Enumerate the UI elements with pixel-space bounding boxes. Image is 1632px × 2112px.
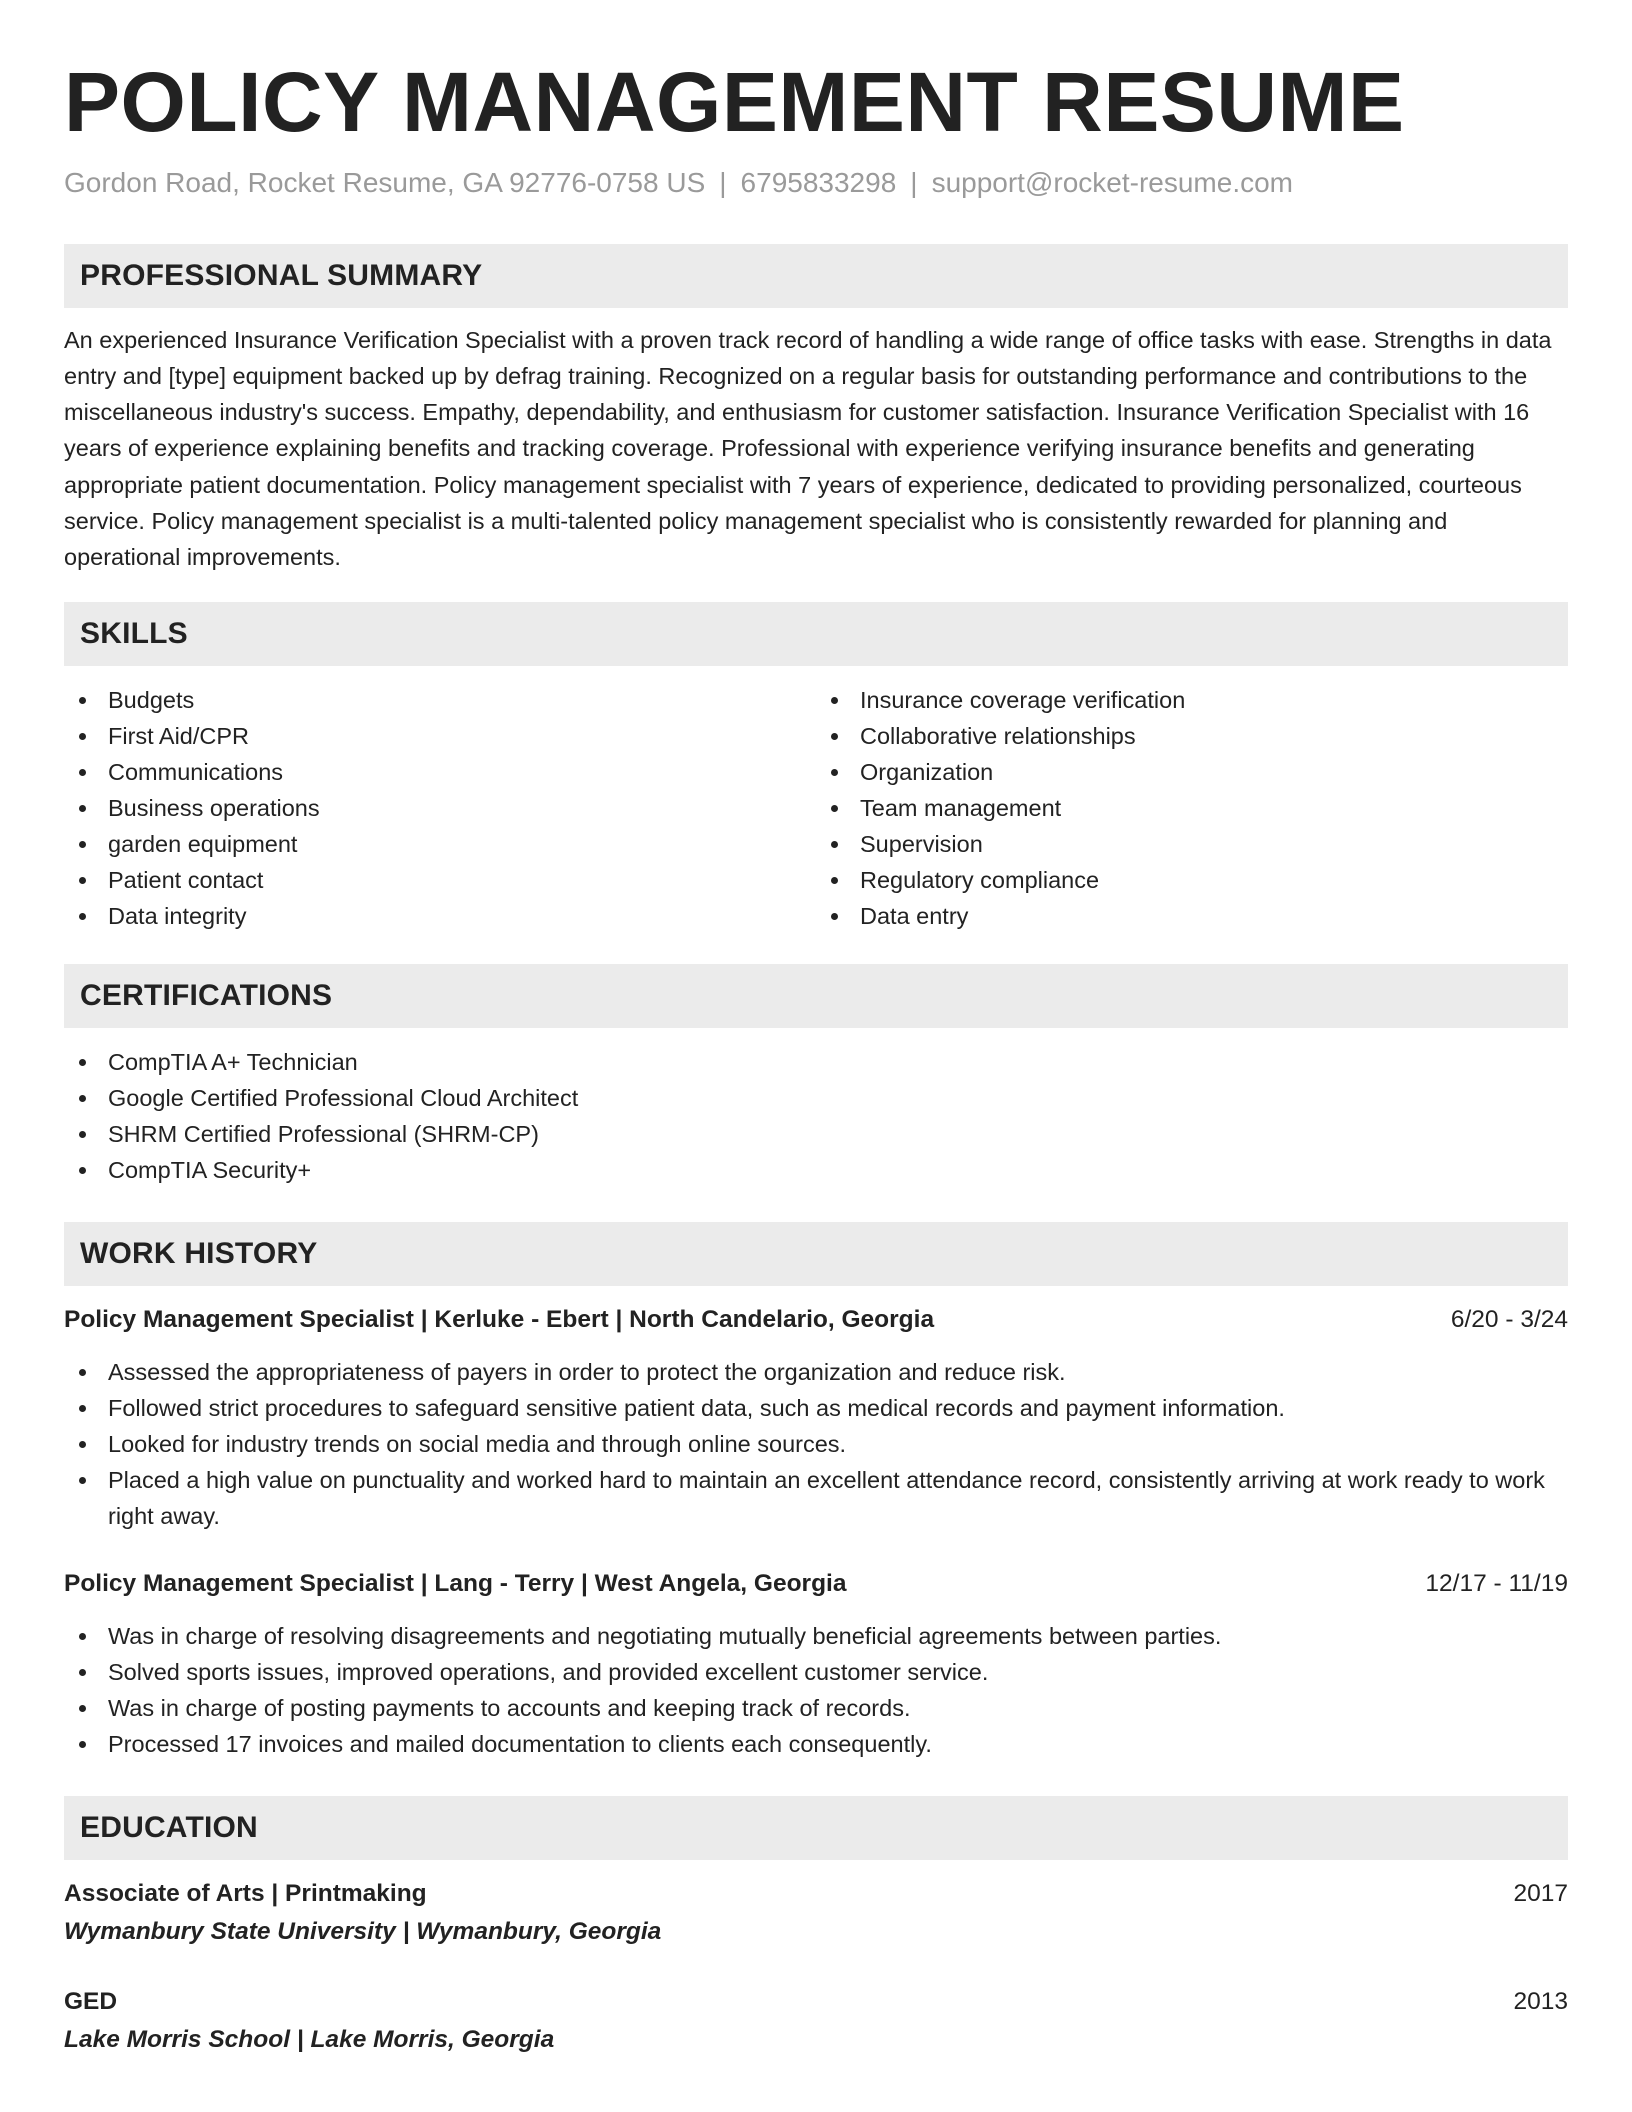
summary-text: An experienced Insurance Verification Specialist with a proven track record of handling a wide range of office tasks with ease. Strengths in data entry and [type] equipment backed up by defrag training. Recognized on a regular basis for outstanding performance and contributions to the miscellaneous industry's success. Empathy, dependability, and enthusiasm for customer satisfaction. Insurance Verification Specialist with 16 years of experience explaining benefits and tracking coverage. Professional with experience verifying insurance benefits and generating appropriate patient documentation. Policy management specialist with 7 years of experience, dedicated to providing personalized, courteous service. Policy management specialist is a multi-talented policy management specialist who is consistently rewarded for planning and operational improvements. xyxy=(64,326,1552,571)
job-header xyxy=(64,1566,1568,1602)
job-duty: Processed 17 invoices and mailed documentation to clients each consequently. xyxy=(64,1726,1568,1762)
contact-address: Gordon Road, Rocket Resume, GA 92776-0758 US xyxy=(64,167,706,198)
section-heading-summary: PROFESSIONAL SUMMARY xyxy=(64,244,1568,308)
education-year: 2013 xyxy=(1513,1987,1568,2015)
skill-item: Data integrity xyxy=(64,898,816,934)
skill-item: garden equipment xyxy=(64,826,816,862)
contact-line xyxy=(64,166,1568,200)
certification-item: CompTIA A+ Technician xyxy=(64,1044,1568,1080)
certification-item: SHRM Certified Professional (SHRM-CP) xyxy=(64,1116,1568,1152)
job-duty: Looked for industry trends on social media and through online sources. xyxy=(64,1426,1568,1462)
skill-item: Collaborative relationships xyxy=(816,718,1568,754)
skill-item: Budgets xyxy=(64,682,816,718)
skills-list-left xyxy=(64,682,816,934)
certifications-list xyxy=(64,1044,1568,1188)
education-degree: Associate of Arts | Printmaking xyxy=(64,1879,427,1907)
job-entry xyxy=(64,1302,1568,1534)
job-duty: Placed a high value on punctuality and worked hard to maintain an excellent attendance record, consistently arriving at work ready to work right away. xyxy=(64,1462,1568,1534)
skill-item: Business operations xyxy=(64,790,816,826)
contact-phone: 6795833298 xyxy=(740,167,897,198)
job-duty: Followed strict procedures to safeguard sensitive patient data, such as medical records and payment information. xyxy=(64,1390,1568,1426)
education-header xyxy=(64,1876,1568,1912)
certification-item: Google Certified Professional Cloud Architect xyxy=(64,1080,1568,1116)
education-degree: GED xyxy=(64,1987,118,2015)
job-header xyxy=(64,1302,1568,1338)
job-title: Policy Management Specialist | Lang - Terry | West Angela, Georgia xyxy=(64,1569,847,1597)
section-heading-certifications: CERTIFICATIONS xyxy=(64,964,1568,1028)
job-dates: 6/20 - 3/24 xyxy=(1450,1305,1568,1333)
skill-item: Regulatory compliance xyxy=(816,862,1568,898)
skill-item: Supervision xyxy=(816,826,1568,862)
job-duty: Was in charge of resolving disagreements and negotiating mutually beneficial agreements between parties. xyxy=(64,1618,1568,1654)
skills-grid xyxy=(64,682,1568,934)
skill-item: Patient contact xyxy=(64,862,816,898)
education-header xyxy=(64,1984,1568,2020)
education-entry xyxy=(64,1876,1568,1950)
job-duty: Solved sports issues, improved operations, and provided excellent customer service. xyxy=(64,1654,1568,1690)
certification-item: CompTIA Security+ xyxy=(64,1152,1568,1188)
education-year: 2017 xyxy=(1513,1879,1568,1907)
education-entry xyxy=(64,1984,1568,2058)
job-duties-list xyxy=(64,1618,1568,1762)
skill-item: Organization xyxy=(816,754,1568,790)
job-duties-list xyxy=(64,1354,1568,1534)
skill-item: Insurance coverage verification xyxy=(816,682,1568,718)
job-title: Policy Management Specialist | Kerluke - Ebert | North Candelario, Georgia xyxy=(64,1305,935,1333)
section-heading-education: EDUCATION xyxy=(64,1796,1568,1860)
skill-item: Data entry xyxy=(816,898,1568,934)
contact-separator: | xyxy=(910,167,918,198)
job-entry xyxy=(64,1566,1568,1762)
skills-list-right xyxy=(816,682,1568,934)
skill-item: Communications xyxy=(64,754,816,790)
job-dates: 12/17 - 11/19 xyxy=(1425,1569,1568,1597)
section-heading-skills: SKILLS xyxy=(64,602,1568,666)
section-heading-work-history: WORK HISTORY xyxy=(64,1222,1568,1286)
contact-email: support@rocket-resume.com xyxy=(931,167,1293,198)
skill-item: First Aid/CPR xyxy=(64,718,816,754)
education-school: Wymanbury State University | Wymanbury, Georgia xyxy=(64,1917,662,1945)
education-school: Lake Morris School | Lake Morris, Georgia xyxy=(64,2025,555,2053)
contact-separator: | xyxy=(719,167,727,198)
resume-title: POLICY MANAGEMENT RESUME xyxy=(64,55,1405,149)
skill-item: Team management xyxy=(816,790,1568,826)
job-duty: Was in charge of posting payments to accounts and keeping track of records. xyxy=(64,1690,1568,1726)
job-duty: Assessed the appropriateness of payers in order to protect the organization and reduce risk. xyxy=(64,1354,1568,1390)
